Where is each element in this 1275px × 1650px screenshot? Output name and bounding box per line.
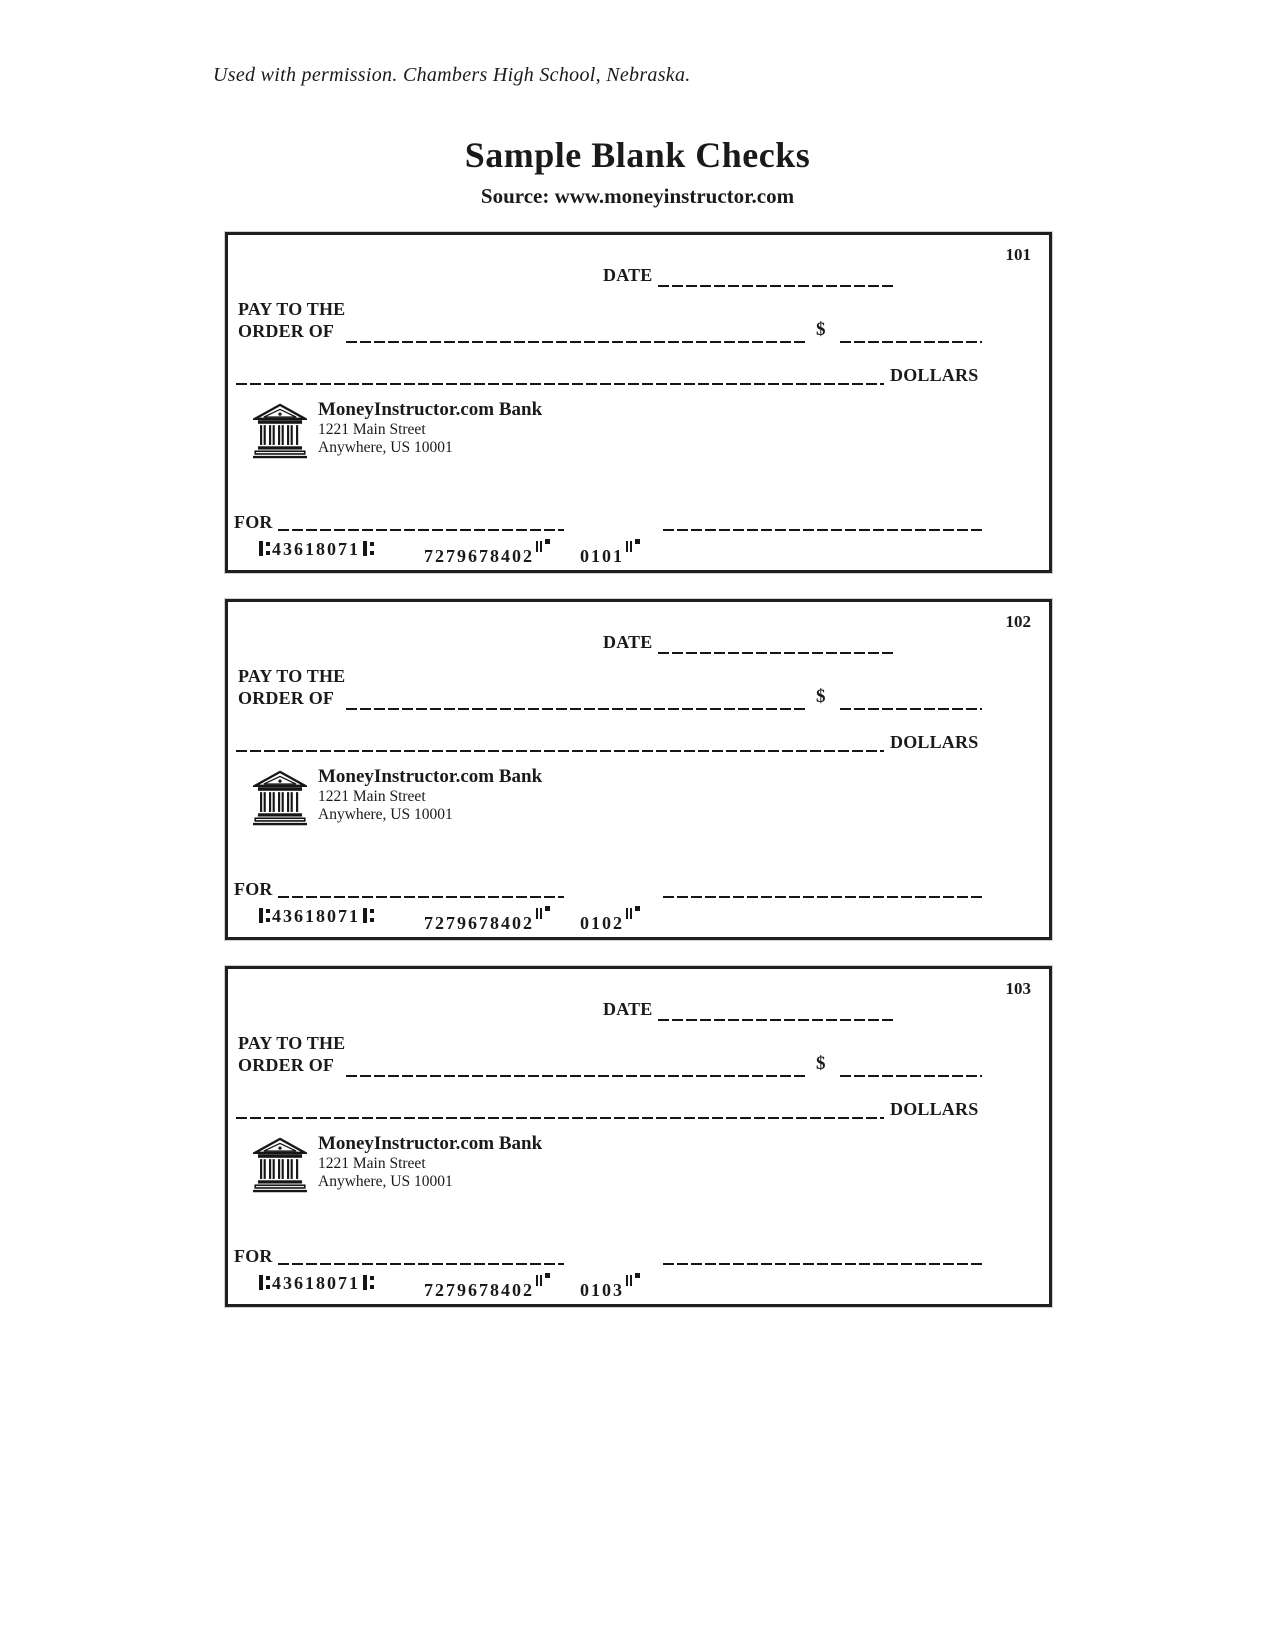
date-line — [658, 1005, 893, 1021]
micr-account-number: 7279678402 — [424, 913, 534, 933]
order-of-label: ORDER OF — [238, 688, 335, 708]
micr-onus-icon — [536, 539, 550, 555]
micr-account-group — [424, 539, 550, 567]
amount-line — [840, 1061, 982, 1077]
micr-line — [228, 906, 1049, 932]
source-line: Source: www.moneyinstructor.com — [480, 184, 795, 208]
check-number: 103 — [1005, 979, 1031, 998]
bank-address-line1: 1221 Main Street — [318, 1155, 426, 1173]
micr-transit-icon — [362, 1275, 374, 1291]
micr-routing-group — [256, 1273, 376, 1294]
dollar-sign-label: $ — [816, 686, 826, 707]
micr-onus-icon — [536, 906, 550, 922]
micr-routing-group — [256, 539, 376, 560]
micr-check-number: 0103 — [580, 1280, 624, 1300]
micr-onus-icon — [536, 1273, 550, 1289]
micr-account-group — [424, 906, 550, 934]
bank-address-line2: Anywhere, US 10001 — [318, 806, 453, 823]
bank-address-line1: 1221 Main Street — [318, 421, 426, 439]
amount-line — [840, 694, 982, 710]
payee-line — [346, 327, 806, 343]
check — [225, 966, 1052, 1307]
bank-building-icon — [253, 401, 307, 461]
bank-name: MoneyInstructor.com Bank — [318, 1133, 543, 1154]
check — [225, 232, 1052, 573]
payee-line — [346, 694, 806, 710]
bank-building-icon — [253, 1135, 307, 1195]
micr-check-number: 0102 — [580, 913, 624, 933]
micr-transit-icon — [362, 908, 374, 924]
memo-line — [278, 882, 564, 898]
micr-routing-number: 43618071 — [272, 1273, 360, 1293]
bank-block — [253, 1133, 542, 1195]
micr-transit-icon — [258, 908, 270, 924]
micr-routing-group — [256, 906, 376, 927]
attribution-note: Used with permission. Chambers High School, Nebraska. — [213, 64, 691, 86]
bank-address-line2: Anywhere, US 10001 — [318, 1173, 453, 1190]
micr-check-number-group — [580, 539, 640, 567]
dollars-label: DOLLARS — [890, 1099, 979, 1119]
micr-routing-number: 43618071 — [272, 906, 360, 926]
micr-check-number-group — [580, 906, 640, 934]
page-title: Sample Blank Checks — [464, 135, 811, 175]
bank-block — [253, 399, 542, 461]
micr-line — [228, 1273, 1049, 1299]
for-label: FOR — [234, 512, 273, 532]
micr-transit-icon — [258, 1275, 270, 1291]
date-line — [658, 638, 893, 654]
order-of-label: ORDER OF — [238, 321, 335, 341]
amount-words-line — [236, 1103, 884, 1119]
check-number: 101 — [1005, 245, 1031, 264]
micr-onus-icon — [626, 539, 640, 555]
micr-routing-number: 43618071 — [272, 539, 360, 559]
pay-to-the-label: PAY TO THE — [238, 1033, 346, 1053]
for-label: FOR — [234, 879, 273, 899]
dollar-sign-label: $ — [816, 1053, 826, 1074]
bank-name: MoneyInstructor.com Bank — [318, 399, 543, 420]
micr-line — [228, 539, 1049, 565]
bank-name: MoneyInstructor.com Bank — [318, 766, 543, 787]
micr-onus-icon — [626, 906, 640, 922]
bank-building-icon — [253, 768, 307, 828]
date-label: DATE — [603, 265, 653, 285]
signature-line — [663, 1249, 985, 1265]
bank-block — [253, 766, 542, 828]
micr-check-number: 0101 — [580, 546, 624, 566]
amount-line — [840, 327, 982, 343]
dollars-label: DOLLARS — [890, 365, 979, 385]
checks-list — [225, 232, 1052, 1333]
bank-address-line2: Anywhere, US 10001 — [318, 439, 453, 456]
for-label: FOR — [234, 1246, 273, 1266]
order-of-label: ORDER OF — [238, 1055, 335, 1075]
micr-account-number: 7279678402 — [424, 1280, 534, 1300]
bank-address-line1: 1221 Main Street — [318, 788, 426, 806]
micr-transit-icon — [258, 541, 270, 557]
dollar-sign-label: $ — [816, 319, 826, 340]
dollars-label: DOLLARS — [890, 732, 979, 752]
date-label: DATE — [603, 632, 653, 652]
amount-words-line — [236, 369, 884, 385]
amount-words-line — [236, 736, 884, 752]
date-label: DATE — [603, 999, 653, 1019]
micr-account-group — [424, 1273, 550, 1301]
signature-line — [663, 515, 985, 531]
micr-transit-icon — [362, 541, 374, 557]
micr-onus-icon — [626, 1273, 640, 1289]
check-number: 102 — [1005, 612, 1031, 631]
pay-to-the-label: PAY TO THE — [238, 666, 346, 686]
date-line — [658, 271, 893, 287]
memo-line — [278, 1249, 564, 1265]
signature-line — [663, 882, 985, 898]
payee-line — [346, 1061, 806, 1077]
memo-line — [278, 515, 564, 531]
micr-check-number-group — [580, 1273, 640, 1301]
micr-account-number: 7279678402 — [424, 546, 534, 566]
check — [225, 599, 1052, 940]
pay-to-the-label: PAY TO THE — [238, 299, 346, 319]
